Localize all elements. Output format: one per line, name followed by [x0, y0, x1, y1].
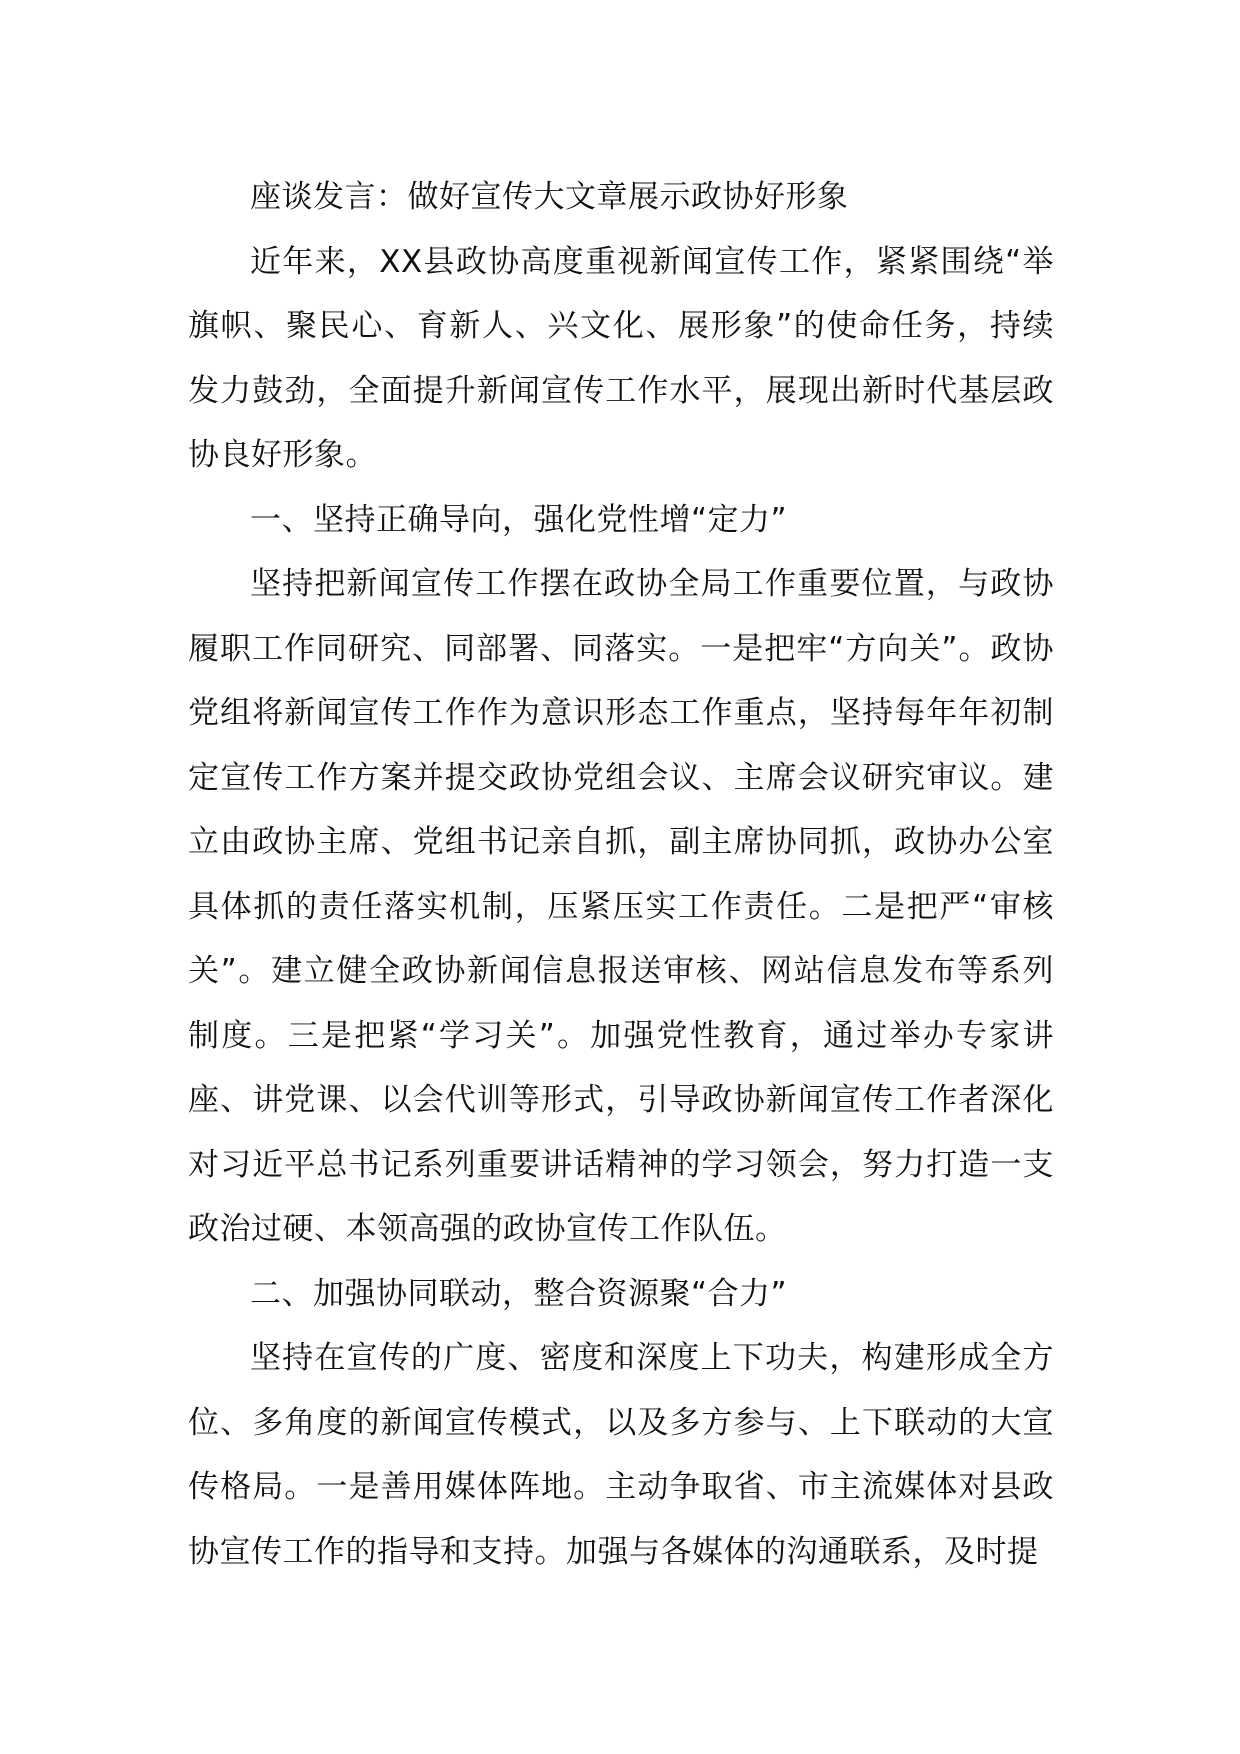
section-2-paragraph: 坚持在宣传的广度、密度和深度上下功夫，构建形成全方位、多角度的新闻宣传模式，以及多方参与、上下联动的大宣传格局。一是善用媒体阵地。主动争取省、市主流媒体对县政协宣传工作的指导和支持。加强与各媒体的沟通联系，及时提	[188, 1340, 1054, 1570]
document-body	[188, 165, 1054, 1584]
document-title: 座谈发言：做好宣传大文章展示政协好形象	[250, 179, 849, 215]
section-1-paragraph: 坚持把新闻宣传工作摆在政协全局工作重要位置，与政协履职工作同研究、同部署、同落实。一是把牢“方向关”。政协党组将新闻宣传工作作为意识形态工作重点，坚持每年年初制定宣传工作方案并提交政协党组会议、主席会议研究审议。建立由政协主席、党组书记亲自抓，副主席协同抓，政协办公室具体抓的责任落实机制，压紧压实工作责任。二是把严“审核关”。建立健全政协新闻信息报送审核、网站信息发布等系列制度。三是把紧“学习关”。加强党性教育，通过举办专家讲座、讲党课、以会代训等形式，引导政协新闻宣传工作者深化对习近平总书记系列重要讲话精神的学习领会，努力打造一支政治过硬、本领高强的政协宣传工作队伍。	[188, 566, 1054, 1247]
section-2-heading: 二、加强协同联动，整合资源聚“合力”	[250, 1275, 788, 1312]
intro-paragraph: 近年来，XX县政协高度重视新闻宣传工作，紧紧围绕“举旗帜、聚民心、育新人、兴文化、展形象”的使命任务，持续发力鼓劲，全面提升新闻宣传工作水平，展现出新时代基层政协良好形象。	[188, 243, 1054, 473]
section-1-heading: 一、坚持正确导向，强化党性增“定力”	[250, 501, 788, 538]
